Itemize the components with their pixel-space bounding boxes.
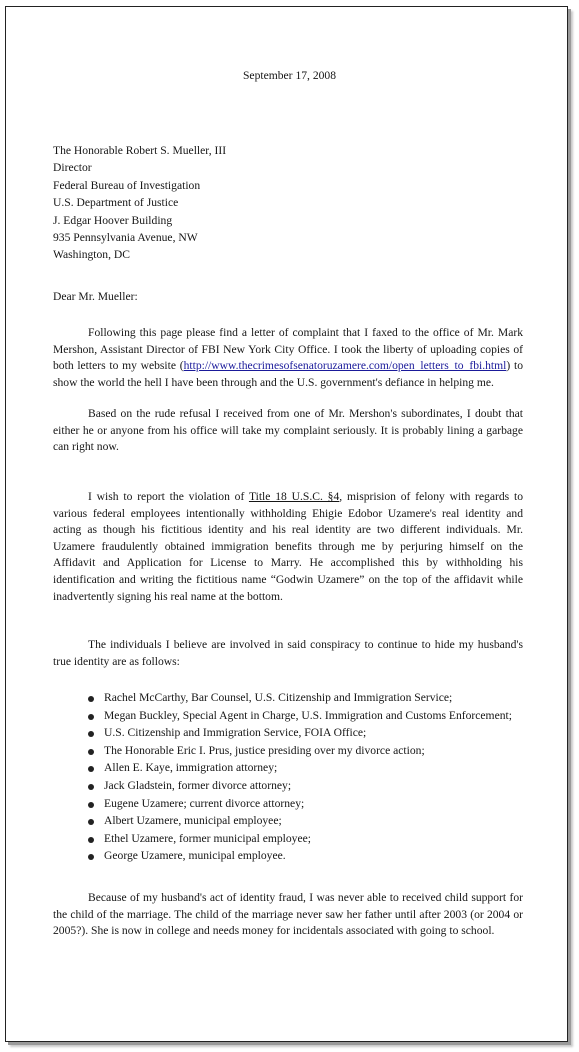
list-item-text: Rachel McCarthy, Bar Counsel, U.S. Citizenship and Immigration Service; — [104, 691, 453, 704]
recipient-address — [53, 143, 503, 265]
bullet-icon — [88, 714, 94, 720]
list-item — [88, 813, 512, 831]
paragraph-text: , misprision of felony with regards to various federal employees intentionally withholding Ehigie Edobor Uzamere's real identity and acting as though his fictitious identity and his real identity are two different individuals. Mr. Uzamere fraudulently obtained immigration benefits through me by perjuring himself on the Affidavit and Application for License to Marry. He accomplished this by withholding his identification and writing the fictitious name “Godwin Uzamere” on the top of the affidavit while inadvertently signing his real name at the bottom. — [53, 490, 523, 603]
list-item — [88, 743, 512, 761]
list-item-text: U.S. Citizenship and Immigration Service, FOIA Office; — [104, 726, 367, 740]
salutation: Dear Mr. Mueller: — [53, 290, 138, 303]
list-item-text: The Honorable Eric I. Prus, justice presiding over my divorce action; — [104, 743, 425, 757]
list-item — [88, 708, 512, 726]
paragraph-text: Following this page please find a letter of complaint that I faxed to the office of Mr. Mark Mershon, Assistant Director of FBI New York City Office. I took the liberty of uploading copies of both letters to my website ( — [53, 326, 523, 373]
individuals-list — [88, 690, 512, 866]
address-line: U.S. Department of Justice — [53, 196, 179, 210]
address-line: J. Edgar Hoover Building — [53, 213, 173, 227]
website-link[interactable]: http://www.thecrimesofsenatoruzamere.com/open_letters_to_fbi.html — [183, 359, 507, 373]
address-line: 935 Pennsylvania Avenue, NW — [53, 230, 198, 244]
bullet-icon — [88, 784, 94, 790]
list-item — [88, 690, 512, 708]
statute-reference: Title 18 U.S.C. §4 — [248, 490, 340, 503]
paragraph-fax-complaint — [53, 325, 523, 391]
paragraph-refusal: Based on the rude refusal I received from one of Mr. Mershon's subordinates, I doubt that either he or anyone from his office will take my complaint seriously. It is probably lining a garbage can right now. — [53, 407, 523, 454]
address-line: The Honorable Robert S. Mueller, III — [53, 144, 227, 157]
letter-date: September 17, 2008 — [242, 69, 337, 82]
bullet-icon — [88, 854, 94, 860]
paragraph-child-support: Because of my husband's act of identity fraud, I was never able to received child support for the child of the marriage. The child of the marriage never saw her father until after 2003 (or 2004 or 2005?). She is now in college and needs money for incidentals associated with going to school. — [53, 891, 523, 938]
bullet-icon — [88, 749, 94, 755]
paragraph-violation — [53, 489, 523, 605]
list-item — [88, 848, 512, 866]
list-item — [88, 831, 512, 849]
list-item-text: Jack Gladstein, former divorce attorney; — [104, 778, 292, 792]
bullet-icon — [88, 766, 94, 772]
list-item — [88, 760, 512, 778]
list-item-text: Megan Buckley, Special Agent in Charge, U.S. Immigration and Customs Enforcement; — [104, 708, 512, 722]
address-line: Federal Bureau of Investigation — [53, 178, 201, 192]
bullet-icon — [88, 819, 94, 825]
list-item-text: Allen E. Kaye, immigration attorney; — [104, 761, 278, 775]
address-line: Washington, DC — [53, 248, 131, 262]
bullet-icon — [88, 837, 94, 843]
paragraph-text: I wish to report the violation of — [88, 490, 249, 503]
paragraph-text: ) to show the world the hell I have been through and the U.S. government's defiance in helping me. — [53, 359, 523, 389]
paragraph-individuals-intro: The individuals I believe are involved in said conspiracy to continue to hide my husband's true identity are as follows: — [53, 638, 523, 668]
bullet-icon — [88, 731, 94, 737]
bullet-icon — [88, 696, 94, 702]
list-item — [88, 796, 512, 814]
list-item-text: George Uzamere, municipal employee. — [104, 849, 286, 863]
list-item — [88, 778, 512, 796]
bullet-icon — [88, 802, 94, 808]
list-item-text: Albert Uzamere, municipal employee; — [104, 814, 282, 828]
list-item-text: Eugene Uzamere; current divorce attorney; — [104, 796, 305, 810]
list-item — [88, 725, 512, 743]
address-line: Director — [53, 161, 92, 175]
list-item-text: Ethel Uzamere, former municipal employee; — [104, 831, 311, 845]
